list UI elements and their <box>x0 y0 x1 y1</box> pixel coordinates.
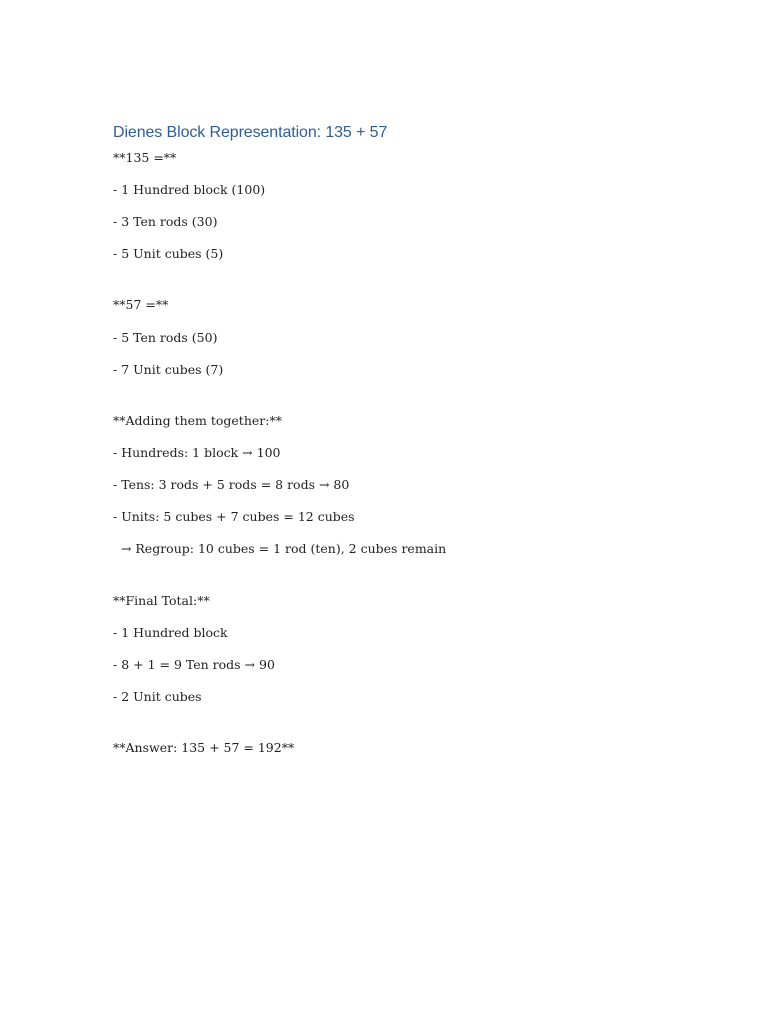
text-line: - 3 Ten rods (30) <box>113 214 218 229</box>
text-line: - 1 Hundred block (100) <box>113 182 266 197</box>
text-line: **Answer: 135 + 57 = 192** <box>113 740 295 755</box>
text-line: **Adding them together:** <box>113 413 282 428</box>
text-line: **57 =** <box>113 297 169 312</box>
text-line: - Units: 5 cubes + 7 cubes = 12 cubes <box>113 509 355 524</box>
text-line: - 1 Hundred block <box>113 625 228 640</box>
document-title: Dienes Block Representation: 135 + 57 <box>113 124 388 141</box>
text-line: - 5 Ten rods (50) <box>113 330 218 345</box>
text-line: **Final Total:** <box>113 593 210 608</box>
text-line: - 5 Unit cubes (5) <box>113 246 224 261</box>
text-line: - 7 Unit cubes (7) <box>113 362 224 377</box>
text-line: → Regroup: 10 cubes = 1 rod (ten), 2 cubes remain <box>113 541 447 556</box>
text-line: - Hundreds: 1 block → 100 <box>113 445 281 460</box>
text-line: **135 =** <box>113 150 177 165</box>
text-line: - Tens: 3 rods + 5 rods = 8 rods → 80 <box>113 477 350 492</box>
text-line: - 8 + 1 = 9 Ten rods → 90 <box>113 657 275 672</box>
text-line: - 2 Unit cubes <box>113 689 202 704</box>
